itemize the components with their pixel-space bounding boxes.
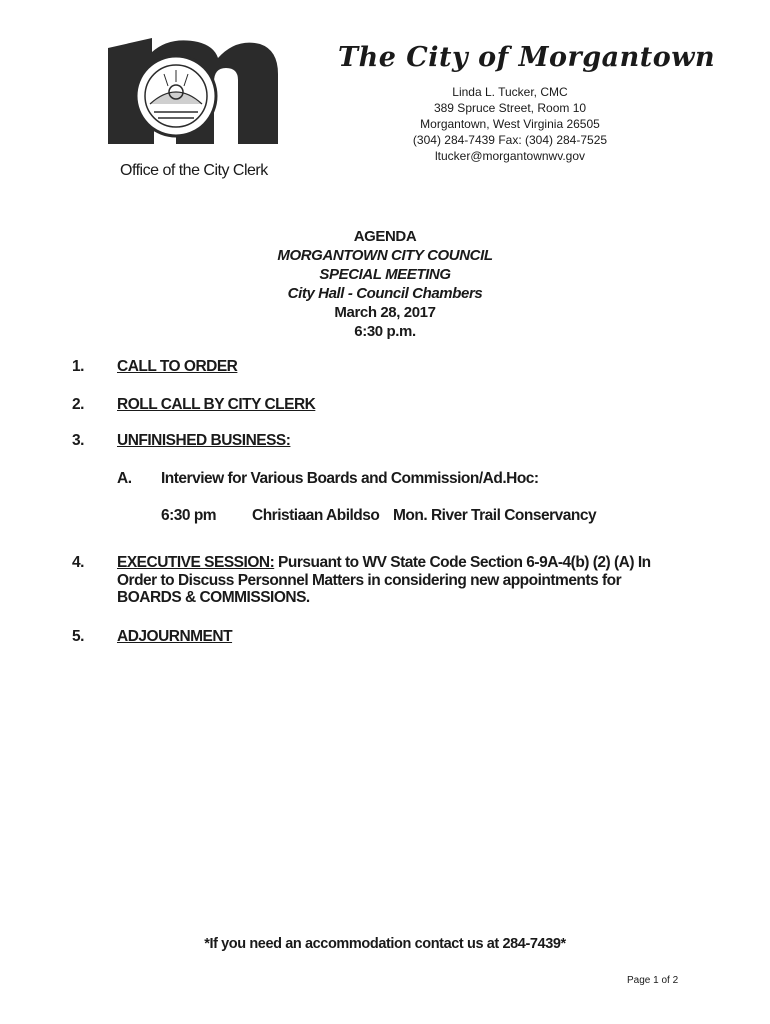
subitem-interview-text: Interview for Various Boards and Commission/Ad.Hoc: bbox=[161, 470, 539, 487]
meeting-time: 6:30 p.m. bbox=[354, 323, 416, 340]
city-logo bbox=[102, 34, 282, 156]
item-number-1: 1. bbox=[72, 358, 84, 375]
page-number: Page 1 of 2 bbox=[627, 975, 679, 986]
item-number-2: 2. bbox=[72, 396, 84, 413]
item-executive-session bbox=[117, 554, 657, 607]
agenda-title: AGENDA bbox=[353, 228, 417, 245]
accommodation-note: *If you need an accommodation contact us at 284-7439* bbox=[204, 936, 566, 952]
item-number-4: 4. bbox=[72, 554, 84, 571]
meeting-type: SPECIAL MEETING bbox=[319, 266, 451, 283]
item-roll-call: ROLL CALL BY CITY CLERK bbox=[117, 396, 316, 413]
council-name: MORGANTOWN CITY COUNCIL bbox=[277, 247, 493, 264]
office-label: Office of the City Clerk bbox=[120, 162, 268, 179]
city-state-zip: Morgantown, West Virginia 26505 bbox=[420, 117, 600, 131]
street-address: 389 Spruce Street, Room 10 bbox=[433, 101, 587, 115]
city-seal-logo-icon bbox=[102, 34, 282, 156]
item-call-to-order: CALL TO ORDER bbox=[117, 358, 238, 375]
executive-session-text: Pursuant to WV State Code Section 6-9A-4(b) (2) (A) In Order to Discuss Personnel Matters in considering new appointments for BOARDS & COMMISSIONS. bbox=[117, 554, 651, 606]
item-unfinished-business: UNFINISHED BUSINESS: bbox=[117, 432, 291, 449]
clerk-name: Linda L. Tucker, CMC bbox=[452, 85, 568, 99]
agenda-heading bbox=[180, 227, 590, 341]
meeting-date: March 28, 2017 bbox=[334, 304, 436, 321]
interviewee-name: Christiaan Abildso bbox=[252, 507, 380, 524]
meeting-location: City Hall - Council Chambers bbox=[287, 285, 483, 302]
item-number-3: 3. bbox=[72, 432, 84, 449]
contact-block bbox=[380, 84, 640, 164]
interview-time: 6:30 pm bbox=[161, 507, 217, 524]
city-title: The City of Morgantown bbox=[338, 42, 716, 73]
interviewee-organization: Mon. River Trail Conservancy bbox=[393, 507, 597, 524]
email-address: ltucker@morgantownwv.gov bbox=[434, 149, 586, 163]
phone-fax: (304) 284-7439 Fax: (304) 284-7525 bbox=[412, 133, 608, 147]
subitem-letter: A. bbox=[117, 470, 132, 487]
executive-session-label: EXECUTIVE SESSION: bbox=[117, 554, 275, 571]
item-number-5: 5. bbox=[72, 628, 84, 645]
item-adjournment: ADJOURNMENT bbox=[117, 628, 233, 645]
